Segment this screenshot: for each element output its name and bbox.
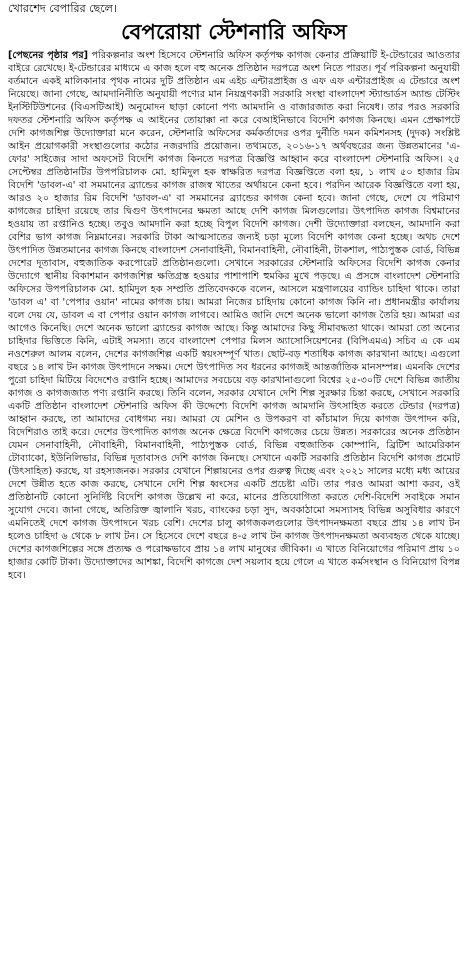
continuation-kicker: [পেছনের পৃষ্ঠার পর] xyxy=(8,50,89,61)
article-body-text: পরিকল্পনার অংশ হিসেবে স্টেশনারি অফিস কর্তৃপক্ষ কাগজ কেনার প্রক্রিয়াটি ই-টেন্ডারের আওতার বাইরে রেখেছে। ই-টেন্ডারের মাধ্যমে এ কাজ হলে বহু অনেক প্রতিষ্ঠান দরপত্রে অংশ নিতে পারত। পূর্ব পরিকল্পনা অনুযায়ী বর্তমানে একই মালিকানার পৃথক নামের দুটি প্রতিষ্ঠান এম এইচ এন্টারপ্রাইজ ও এফ এফ এন্টারপ্রাইজ এ টেন্ডারে অংশ নিয়েছে। জানা গেছে, আমদানিনীতি অনুযায়ী পণ্যের মান নিয়ন্ত্রণকারী সরকারি সংস্থা বাংলাদেশ স্ট্যান্ডার্ডস অ্যান্ড টেস্টিং ইনস্টিটিউশনের (বিএসটিআই) অনুমোদন ছাড়া কোনো পণ্য আমদানি ও বাজারজাত করা নিষেধ। তার পরও সরকারি দফতর স্টেশনারি অফিস কর্তৃপক্ষ এ আইনের তোয়াক্কা না করে বেআইনিভাবে বিদেশি কাগজ কিনছে। এমন প্রেক্ষাপটে দেশি কাগজশিল্প উদ্যোক্তারা মনে করেন, স্টেশনারি অফিসের কর্মকর্তাদের ওপর দুর্নীতি দমন কমিশনসহ (দুদক) সংশ্লিষ্ট আইন প্রয়োগকারী সংস্থাগুলোর কঠোর নজরদারি প্রয়োজন। তথ্যমতে, ২০১৬-১৭ অর্থবছরের জন্য উন্নতমানের 'এ-ফোর' সাইজের সাদা অফসেট বিদেশি কাগজ কিনতে দরপত্র বিজ্ঞপ্তি আহ্বান করে বাংলাদেশ স্টেশনারি অফিস। ২৫ সেপ্টেম্বর প্রতিষ্ঠানটির উপপরিচালক মো. হামিদুল হক স্বাক্ষরিত দরপত্র বিজ্ঞপ্তিতে বলা হয়, ১ লাখ ৫০ হাজার রিম বিদেশি 'ডাবল-এ' বা সমমানের ব্র্যান্ডের কাগজ রাজস্ব খাতের অর্থায়নে কেনা হবে। পরদিন আরেক বিজ্ঞপ্তিতে বলা হয়, আরও ২০ হাজার রিম বিদেশি 'ডাবল-এ' বা সমমানের ব্র্যান্ডের কাগজ কেনা হবে। জানা গেছে, দেশে যে পরিমাণ কাগজের চাহিদা রয়েছে তার দ্বিগুণ উৎপাদনের ক্ষমতা আছে দেশি কাগজ মিলগুলোর। উৎপাদিত কাগজ বিশ্বমানের হওয়ায় তা রপ্তানিও হচ্ছে। তবুও আমদানি করা হচ্ছে বিপুল বিদেশি কাগজ। দেশী উদ্যোক্তারা বলছেন, আমদানি করা বেশির ভাগ কাগজ নিম্নমানের। সরকারি টাকা আত্মসাতের জন্যই চড়া মূল্যে বিদেশি কাগজ কেনা হচ্ছে। অথচ দেশে উৎপাদিত উন্নতমানের কাগজ কিনছে বাংলাদেশ সেনাবাহিনী, বিমানবাহিনী, নৌবাহিনী, টাকশাল, পাঠ্যপুস্তক বোর্ড, বিভিন্ন দেশের দূতাবাস, বহুজাতিক করপোরেট প্রতিষ্ঠানগুলো। সেখানে সরকারের স্টেশনারি অফিসের বিদেশি কাগজ কেনার উদ্যোগে স্থানীয় বিকাশমান কাগজশিল্প ক্ষতিগ্রস্ত হওয়ার পাশাপাশি হুমকির মুখে পড়ছে। এ প্রসঙ্গে বাংলাদেশ স্টেশনারি অফিসের উপপরিচালক মো. হামিদুল হক সম্প্রতি প্রতিবেদককে বলেন, আসলে মন্ত্রণালয়ের ব্যান্ডিং চাহিদা থাকে। তারা 'ডাবল এ' বা 'পেপার ওয়ান' নামের কাগজ চায়। আমরা নিজের চাহিদায় কোনো কাগজ কিনি না। প্রধানমন্ত্রীর কার্যালয় বলে দেয় যে, ডাবল এ বা পেপার ওয়ান কাগজ লাগবে। আমিও জানি দেশে অনেক ভালো কাগজ তৈরি হয়। আমরা এর আগেও কিনেছি। দেশে অনেক ভালো ব্র্যান্ডের কাগজ আছে। কিন্তু আমাদের কিছু সীমাবদ্ধতা থাকে। আমরা তো অন্যের চাহিদার ভিত্তিতে কিনি, এটাই সমস্যা। তবে বাংলাদেশ পেপার মিলস অ্যাসোসিয়েশনের (বিপিএমএ) সচিব এ কে এম নওশেরুল আলম বলেন, দেশের কাগজশিল্প একটি স্বয়ংসম্পূর্ণ খাত। ছোট-বড় শতাধিক কাগজ কারখানা আছে। এগুলো বছরে ১৪ লাখ টন কাগজ উৎপাদনে সক্ষম। দেশে উৎপাদিত সব ধরনের কাগজই আন্তর্জাতিক মানসম্পন্ন। এমনকি দেশের পুরো চাহিদা মিটিয়ে বিদেশেও রপ্তানি হচ্ছে। আমাদের সবচেয়ে বড় কারখানাগুলো বিশ্বের ২৫-৩০টি দেশে বিভিন্ন জাতীয় কাগজ ও কাগজজাত পণ্য রপ্তানি করছে। তিনি বলেন, সরকার যেখানে দেশি শিল্প সুরক্ষার চিন্তা করছে, সেখানে সরকারি একটি প্রতিষ্ঠান বাংলাদেশ স্টেশনারি অফিস কী উদ্দেশ্যে বিদেশি কাগজ আমদানি উৎসাহিত করতে টেন্ডার (দরপত্র) আহ্বান করছে, তা আমাদের বোধগম্য নয়। আমরা যে মেশিন ও উপকরণ বা কাঁচামাল দিয়ে কাগজ উৎপাদন করি, বিদেশিরাও তাই করে। দেশের উৎপাদিত কাগজ অনেক ক্ষেত্রে বিদেশি কাগজের চেয়ে উন্নত। সরকারের অনেক প্রতিষ্ঠান যেমন সেনাবাহিনী, নৌবাহিনী, বিমানবাহিনী, পাঠ্যপুস্তক বোর্ড, বিভিন্ন বহুজাতিক কোম্পানি, ব্রিটিশ আমেরিকান টোব্যাকো, ইউনিলিভার, বিভিন্ন দূতাবাসও দেশি কাগজ কিনছে। সেখানে একটি সরকারি প্রতিষ্ঠান বিদেশি কাগজ প্রমোট (উৎসাহিত) করছে, যা রহস্যজনক। সরকার যেখানে শিল্পায়নের ওপর গুরুত্ব দিচ্ছে এবং ২০২১ সালের মধ্যে মধ্য আয়ের দেশে উন্নীত হতে কাজ করছে, সেখানে দেশি শিল্প ধ্বংসের একটি প্রচেষ্টা এটি। তার পরও আমরা আশা করব, ওই প্রতিষ্ঠানটি কোনো সুনির্দিষ্ট বিদেশি কাগজ উল্লেখ না করে, মানের প্রতিযোগিতা করতে দেশি-বিদেশি সবাইকে সমান সুযোগ দেবে। জানা গেছে, অতিরিক্ত জ্বালানি খরচ, ব্যাংকের চড়া সুদ, অবকাঠামো সমস্যাসহ বিভিন্ন অসুবিধার কারণে এমনিতেই দেশে কাগজ উৎপাদনে খরচ বেশি। দেশের চালু কাগজকলগুলোর উৎপাদনক্ষমতা বছরে প্রায় ১৪ লাখ টন হলেও চাহিদা ৬ থেকে ৮ লাখ টন। সে হিসেবে দেশে বছরে ৪-৫ লাখ টন কাগজ উৎপাদনক্ষমতা অব্যবহৃত থেকে যাচ্ছে। দেশের কাগজশিল্পের সঙ্গে প্রত্যক্ষ ও পরোক্ষভাবে প্রায় ১৪ লাখ মানুষের জীবিকা। এ খাতে বিনিয়োগের পরিমাণ প্রায় ১০ হাজার কোটি টাকা। উদ্যোক্তাদের আশঙ্কা, বিদেশি কাগজে দেশ সয়লাব হয়ে গেলে এ খাতে কর্মসংস্থান ও বিনিয়োগ বিপন্ন হবে। xyxy=(8,50,460,581)
article-body xyxy=(8,49,460,949)
article-headline: বেপরোয়া স্টেশনারি অফিস xyxy=(121,20,347,44)
previous-article-tail: খোরশেদ বেপারির ছেলে। xyxy=(8,2,117,15)
